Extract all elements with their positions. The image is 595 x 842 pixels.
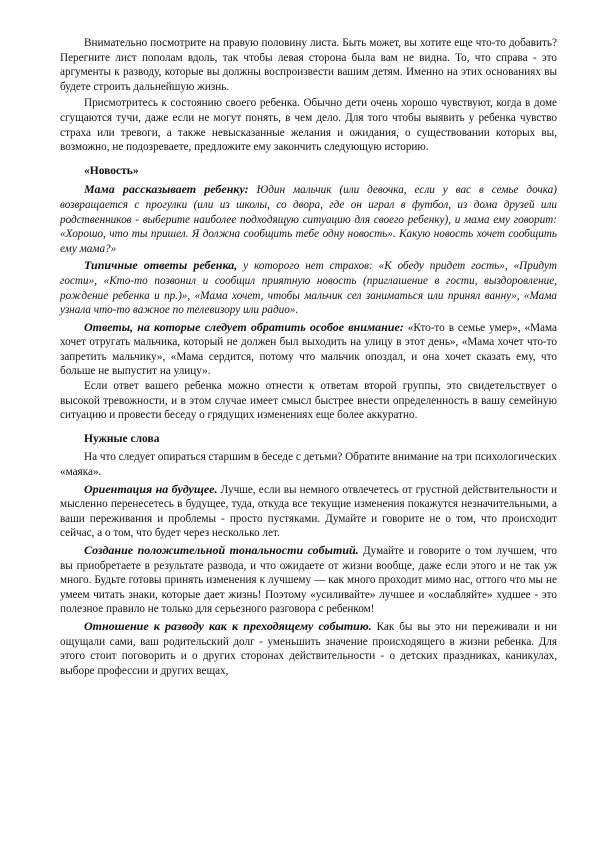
typical-answers-text: у которого нет страхов: «К обеду придет гость», «Придут гости», «Кто-то позвонил и сообщил приятную новость (приглашение в гости, выздоровление, рождение ребенка и пр.)», «Мама хочет, чтобы мальчик сел заниматься или принял ванну», «Мама узнала что-то важное по телевизору или радио». bbox=[60, 260, 557, 317]
future-text: Лучше, если вы немного отвлечетесь от грустной действительности и мысленно перенесетесь в будущее, туда, откуда все текущие изменения покажутся незначительными, а ваши переживания и проблемы - просто пустяками. Думайте и говорите не о том, что происходит сейчас, а о том, что будет через несколько лет. bbox=[60, 483, 557, 540]
paragraph-attention-answers bbox=[60, 320, 557, 379]
positive-lead: Создание положительной тональности событий. bbox=[84, 543, 359, 557]
paragraph-future bbox=[60, 482, 557, 541]
temporary-lead: Отношение к разводу как к преходящему событию. bbox=[84, 618, 372, 633]
typical-answers-lead: Типичные ответы ребенка, bbox=[84, 258, 238, 273]
positive-text: Думайте и говорите о том лучшем, что вы приобретаете в результате развода, и что ожидаете от жизни вообще, даже если этого и не так уж много. Будьте готовы принять изменения к лучшему — как много проходит мимо нас, оттого что мы не умеем читать знаки, которые дает жизнь! Поэтому «усиливайте» лучшее и «ослабляйте» худшее - это полезное правило не только для серьезного разговора с ребенком! bbox=[60, 545, 557, 616]
paragraph-typical-answers bbox=[60, 258, 557, 317]
attention-answers-text: «Кто-то в семье умер», «Мама хочет отругать мальчика, который не должен был выходить на улицу в этот день», «Мама хочет что-то запретить мальчику», «Мама сердится, потому что мальчик опоздал, и она хочет сказать ему, что больше не выпустит на улицу». bbox=[60, 321, 557, 378]
future-lead: Ориентация на будущее. bbox=[84, 481, 218, 496]
paragraph-positive bbox=[60, 543, 557, 617]
temporary-text: Как бы вы это ни переживали и ни ощущали сами, ваш родительский долг - уменьшить значение происходящего в жизни ребенка. Для этого стоит поговорить и о других сторонах действительности - о детских праздниках, каникулах, выборе профессии и других вещах, bbox=[60, 620, 557, 677]
attention-answers-lead: Ответы, на которые следует обратить особое внимание: bbox=[84, 319, 404, 334]
mom-story-lead: Мама рассказывает ребенку: bbox=[84, 182, 249, 197]
paragraph-mom-story bbox=[60, 182, 557, 256]
paragraph-observe-child: Присмотритесь к состоянию своего ребенка. Обычно дети очень хорошо чувствуют, когда в доме сгущаются тучи, даже если не могут понять, в чем дело. Для того чтобы выявить у ребенка чувство страха или тревоги, а также невысказанные желания и ожидания, о существовании которых вы, возможно, не подозреваете, предложите ему закончить следующую историю. bbox=[60, 97, 557, 154]
heading-needed-words: Нужные слова bbox=[84, 432, 160, 445]
paragraph-temporary bbox=[60, 619, 557, 678]
paragraph-intro: Внимательно посмотрите на правую половину листа. Быть может, вы хотите еще что-то добавить? Перегните лист пополам вдоль, так чтобы левая сторона была вам не видна. То, что справа - это аргументы к разводу, которые вы должны воспроизвести вашим детям. Именно на этих основаниях вы будете строить дальнейшую жизнь. bbox=[60, 37, 557, 93]
mom-story-text: Юдин мальчик (или девочка, если у вас в семье дочка) возвращается с прогулки (или из школы, со двора, где он играл в футбол, из дома друзей или родственников - выберите наиболее подходящую ситуацию для своего ребенку), и мама ему говорит: «Хорошо, что ты пришел. Я должна сообщить тебе одну новость». Какую новость хочет сообщить ему мама?» bbox=[60, 184, 557, 255]
paragraph-beacons: На что следует опираться старшим в беседе с детьми? Обратите внимание на три психологических «маяка». bbox=[60, 451, 557, 479]
paragraph-second-group: Если ответ вашего ребенка можно отнести к ответам второй группы, это свидетельствует о высокой тревожности, и в этом случае имеет смысл быстрее внести определенность в вашу семейную ситуацию и провести беседу о грядущих изменениях еще более аккуратно. bbox=[60, 380, 557, 422]
heading-news: «Новость» bbox=[84, 164, 139, 177]
